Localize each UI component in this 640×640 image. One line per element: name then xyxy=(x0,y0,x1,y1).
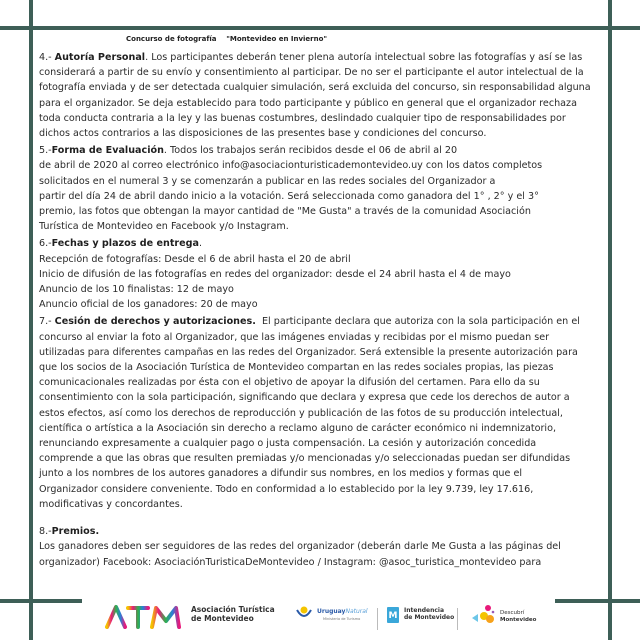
section-line: comprende a que las obras que resulten premiadas y/o mencionadas y/o seleccionadas puedan ser difundidas xyxy=(39,453,571,465)
section-number: 6.- xyxy=(39,238,52,250)
section-line xyxy=(39,143,599,158)
logo-divider xyxy=(377,608,378,630)
frame-line-top xyxy=(0,26,640,30)
date-item-reception: Recepción de fotografías: Desde el 6 de abril hasta el 20 de abril xyxy=(39,253,351,265)
section-heading: Autoría Personal xyxy=(54,52,146,63)
section-line: fotografía enviada y de ser detectada cualquier simulación, será excluida del concurso, sin responsabilidad alguna xyxy=(39,82,591,94)
date-item-winners: Anuncio oficial de los ganadores: 20 de mayo xyxy=(39,299,258,311)
descubri-text xyxy=(500,610,536,624)
uruguay-name-a: Uruguay xyxy=(317,608,346,615)
date-item-diffusion: Inicio de difusión de las fotografías en redes del organizador: desde el 24 abril hasta el 4 de mayo xyxy=(39,268,511,280)
date-item-finalists: Anuncio de los 10 finalistas: 12 de mayo xyxy=(39,284,234,296)
descubri-line1: Descubrí xyxy=(500,610,525,616)
section-heading: Cesión de derechos y autorizaciones. xyxy=(54,316,256,328)
section-line: Organizador considere conveniente. Todo en conformidad a lo establecido por la ley 9.739, ley 17.616, xyxy=(39,483,534,495)
descubri-line2: Montevideo xyxy=(500,617,537,623)
atm-line1: Asociación Turística xyxy=(191,605,275,614)
section-number: 5.- xyxy=(39,145,52,157)
section-heading-suffix: . xyxy=(199,238,203,250)
section-line: concurso al enviar la foto al Organizador, que las imágenes enviadas y recibidas por el mismo puedan ser xyxy=(39,331,550,343)
uruguay-natural-name xyxy=(317,608,368,615)
atm-logo-text xyxy=(191,605,275,623)
section-line: consentimiento con la sola participación, significando que declara y expresa que cede los derechos de autor a xyxy=(39,392,570,404)
section-line: dichos actos contrarios a las disposiciones de las presentes base y condiciones del concurso. xyxy=(39,128,487,140)
section-line: partir del día 24 de abril dando inicio a la votación. Será seleccionada como ganadora del 1° , 2° y el 3° xyxy=(39,190,539,202)
document-header-title: Concurso de fotografía "Montevideo en Invierno" xyxy=(126,35,328,43)
atm-logo-icon xyxy=(104,603,182,629)
section-line: científica o artística a la Asociación sin derecho a reclamo alguno de carácter económico ni indemnizatorio, xyxy=(39,422,557,434)
uruguay-name-b: Natural xyxy=(345,608,368,615)
section-line: renunciando expresamente a cualquier pago o justa compensación. La cesión y autorización concedida xyxy=(39,438,537,450)
section-heading: Premios. xyxy=(51,526,100,538)
section-forma-evaluacion xyxy=(39,143,599,234)
section-line: junto a los nombres de los autores ganadores a difundir sus nombres, en los medios y formas que el xyxy=(39,468,523,480)
section-line: organizador) Facebook: AsociaciónTuristicaDeMontevideo / Instagram: @asoc_turistica_montevideo para xyxy=(39,556,542,568)
section-line: estos efectos, así como los derechos de reproducción y publicación de las fotos de su producción intelectual, xyxy=(39,407,563,419)
intendencia-text xyxy=(404,607,454,621)
intendencia-line2: de Montevideo xyxy=(404,614,455,621)
section-text: El participante declara que autoriza con la sola participación en el xyxy=(255,316,580,328)
section-autoria-personal xyxy=(39,50,599,141)
section-line: de abril de 2020 al correo electrónico info@asociacionturisticademontevideo.uy con los datos completos xyxy=(39,160,543,172)
section-line xyxy=(39,50,599,65)
section-line: Los ganadores deben ser seguidores de las redes del organizador (deberán darle Me Gusta a las páginas del xyxy=(39,541,561,553)
section-line: utilizadas para diferentes campañas en las redes del Organizador. Será extensible la presente autorización para xyxy=(39,346,578,358)
section-line: considerará a partir de su envío y consentimiento al participar. De no ser el participante el autor intelectual de la xyxy=(39,67,584,79)
section-line: para el organizador. Se deja establecido para todo participante y público en general que el organizador rechaza xyxy=(39,97,577,109)
section-line: comunicacionales realizadas por ésta con el objetivo de apoyar la difusión del certamen. Para ello da su xyxy=(39,377,540,389)
section-line: premio, las fotos que obtengan la mayor cantidad de "Me Gusta" a través de la comunidad Asociación xyxy=(39,206,531,218)
section-fechas-plazos xyxy=(39,236,599,312)
descubri-flower-icon xyxy=(470,604,498,626)
section-line xyxy=(39,236,599,251)
atm-line2: de Montevideo xyxy=(191,614,254,623)
intendencia-icon: M xyxy=(387,607,399,623)
uruguay-natural-logo xyxy=(295,604,375,630)
document-body xyxy=(39,50,599,570)
sponsor-logos-bar xyxy=(0,600,640,640)
uruguay-sun-icon xyxy=(295,604,313,620)
section-line xyxy=(39,524,599,539)
section-line: toda conducta contraria a la ley y las buenas costumbres, deslindado cualquier tipo de responsabilidades por xyxy=(39,112,566,124)
section-premios xyxy=(39,524,599,570)
section-cesion-derechos xyxy=(39,314,599,512)
section-line xyxy=(39,314,599,329)
section-text: . Todos los trabajos serán recibidos desde el 06 de abril al 20 xyxy=(163,145,458,157)
frame-line-left xyxy=(29,0,33,640)
section-heading: Forma de Evaluación xyxy=(51,145,164,157)
intendencia-line1: Intendencia xyxy=(404,607,445,614)
logo-divider xyxy=(457,608,458,630)
section-heading: Fechas y plazos de entrega xyxy=(51,238,200,250)
section-line: solicitados en el numeral 3 y se comenzarán a publicar en las redes sociales del Organizador a xyxy=(39,175,496,187)
section-number: 7.- xyxy=(39,316,55,328)
section-number: 8.- xyxy=(39,526,52,538)
section-text: . Los participantes deberán tener plena autoría intelectual sobre las fotografías y así se las xyxy=(145,52,583,63)
uruguay-subtitle: Ministerio de Turismo xyxy=(323,617,361,621)
section-line: modificativas y concordantes. xyxy=(39,498,183,510)
frame-line-right xyxy=(608,0,612,640)
section-line: que los socios de la Asociación Turística de Montevideo compartan en las redes sociales propias, las piezas xyxy=(39,362,554,374)
section-number: 4.- xyxy=(39,52,55,63)
section-line: Turística de Montevideo en Facebook y/o Instagram. xyxy=(39,221,289,233)
